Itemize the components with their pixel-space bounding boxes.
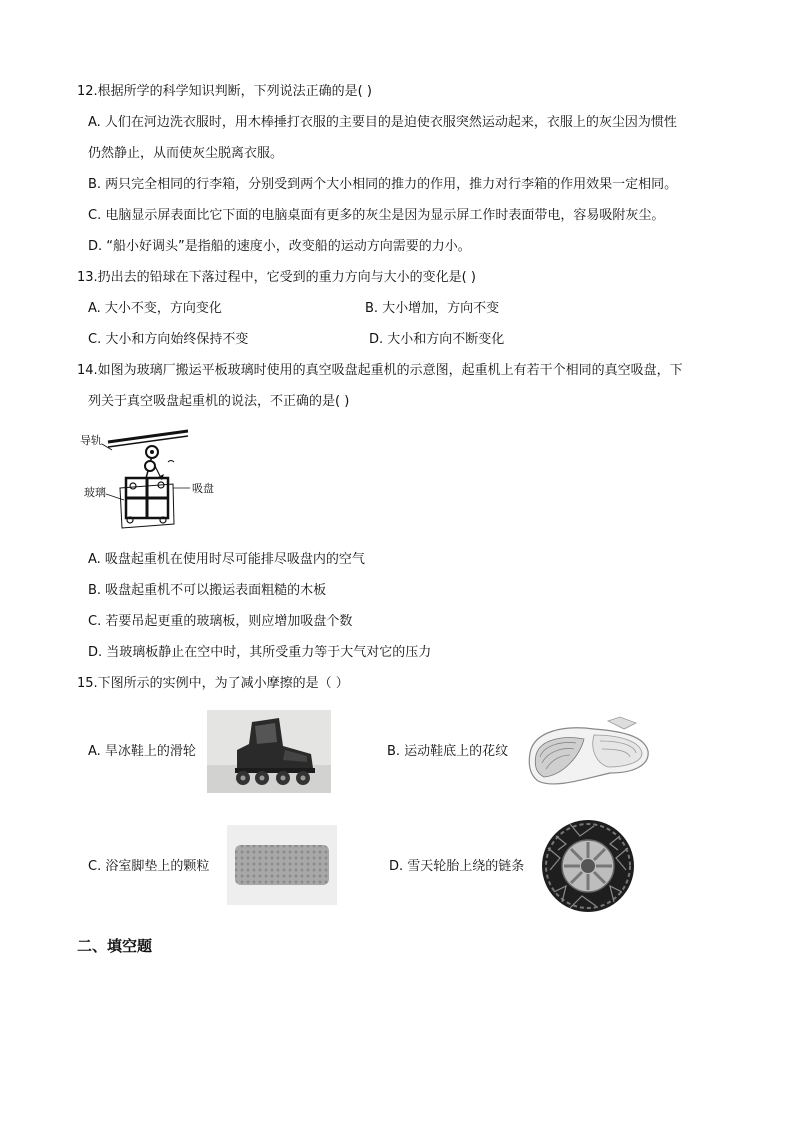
q12-option-d: D. “船小好调头”是指船的速度小，改变船的运动方向需要的力小。 bbox=[88, 239, 471, 254]
q13-option-b: B. 大小增加，方向不变 bbox=[365, 301, 500, 316]
diagram-label-glass: 玻璃 bbox=[84, 486, 106, 499]
q15-stem: 15.下图所示的实例中，为了减小摩擦的是（ ） bbox=[77, 676, 349, 691]
q14-stem-line2: 列关于真空吸盘起重机的说法，不正确的是( ) bbox=[88, 394, 350, 409]
inline-skate-image bbox=[207, 710, 331, 793]
q15-option-d: D. 雪天轮胎上绕的链条 bbox=[389, 859, 525, 874]
q14-option-b: B. 吸盘起重机不可以搬运表面粗糙的木板 bbox=[88, 583, 327, 598]
q12-option-a-line1: A. 人们在河边洗衣服时，用木棒捶打衣服的主要目的是迫使衣服突然运动起来，衣服上的灰尘因为惯性 bbox=[88, 115, 677, 130]
snow-chain-tire-image bbox=[540, 818, 636, 914]
q15-option-b: B. 运动鞋底上的花纹 bbox=[387, 744, 509, 759]
q13-stem: 13.扔出去的铅球在下落过程中，它受到的重力方向与大小的变化是( ) bbox=[77, 270, 476, 285]
suction-crane-diagram bbox=[78, 428, 228, 538]
q13-option-d: D. 大小和方向不断变化 bbox=[369, 332, 505, 347]
q15-option-c: C. 浴室脚垫上的颗粒 bbox=[88, 859, 210, 874]
q14-option-c: C. 若要吊起更重的玻璃板，则应增加吸盘个数 bbox=[88, 614, 353, 629]
diagram-label-rail: 导轨 bbox=[80, 434, 102, 447]
q14-stem-line1: 14.如图为玻璃厂搬运平板玻璃时使用的真空吸盘起重机的示意图，起重机上有若干个相同的真空吸盘，下 bbox=[77, 363, 683, 378]
sneaker-sole-image bbox=[524, 713, 654, 793]
bath-mat-image bbox=[227, 825, 337, 905]
q12-option-a-line2: 仍然静止，从而使灰尘脱离衣服。 bbox=[88, 146, 284, 161]
q13-option-a: A. 大小不变，方向变化 bbox=[88, 301, 222, 316]
q15-option-a: A. 旱冰鞋上的滑轮 bbox=[88, 744, 196, 759]
q14-option-a: A. 吸盘起重机在使用时尽可能排尽吸盘内的空气 bbox=[88, 552, 365, 567]
section-heading-fill-in: 二、填空题 bbox=[77, 937, 153, 955]
diagram-label-suction-cup: 吸盘 bbox=[192, 482, 214, 495]
q12-stem: 12.根据所学的科学知识判断，下列说法正确的是( ) bbox=[77, 84, 372, 99]
q12-option-b: B. 两只完全相同的行李箱，分别受到两个大小相同的推力的作用，推力对行李箱的作用效果一定相同。 bbox=[88, 177, 678, 192]
q13-option-c: C. 大小和方向始终保持不变 bbox=[88, 332, 249, 347]
q14-option-d: D. 当玻璃板静止在空中时，其所受重力等于大气对它的压力 bbox=[88, 645, 432, 660]
q12-option-c: C. 电脑显示屏表面比它下面的电脑桌面有更多的灰尘是因为显示屏工作时表面带电，容易吸附灰尘。 bbox=[88, 208, 665, 223]
